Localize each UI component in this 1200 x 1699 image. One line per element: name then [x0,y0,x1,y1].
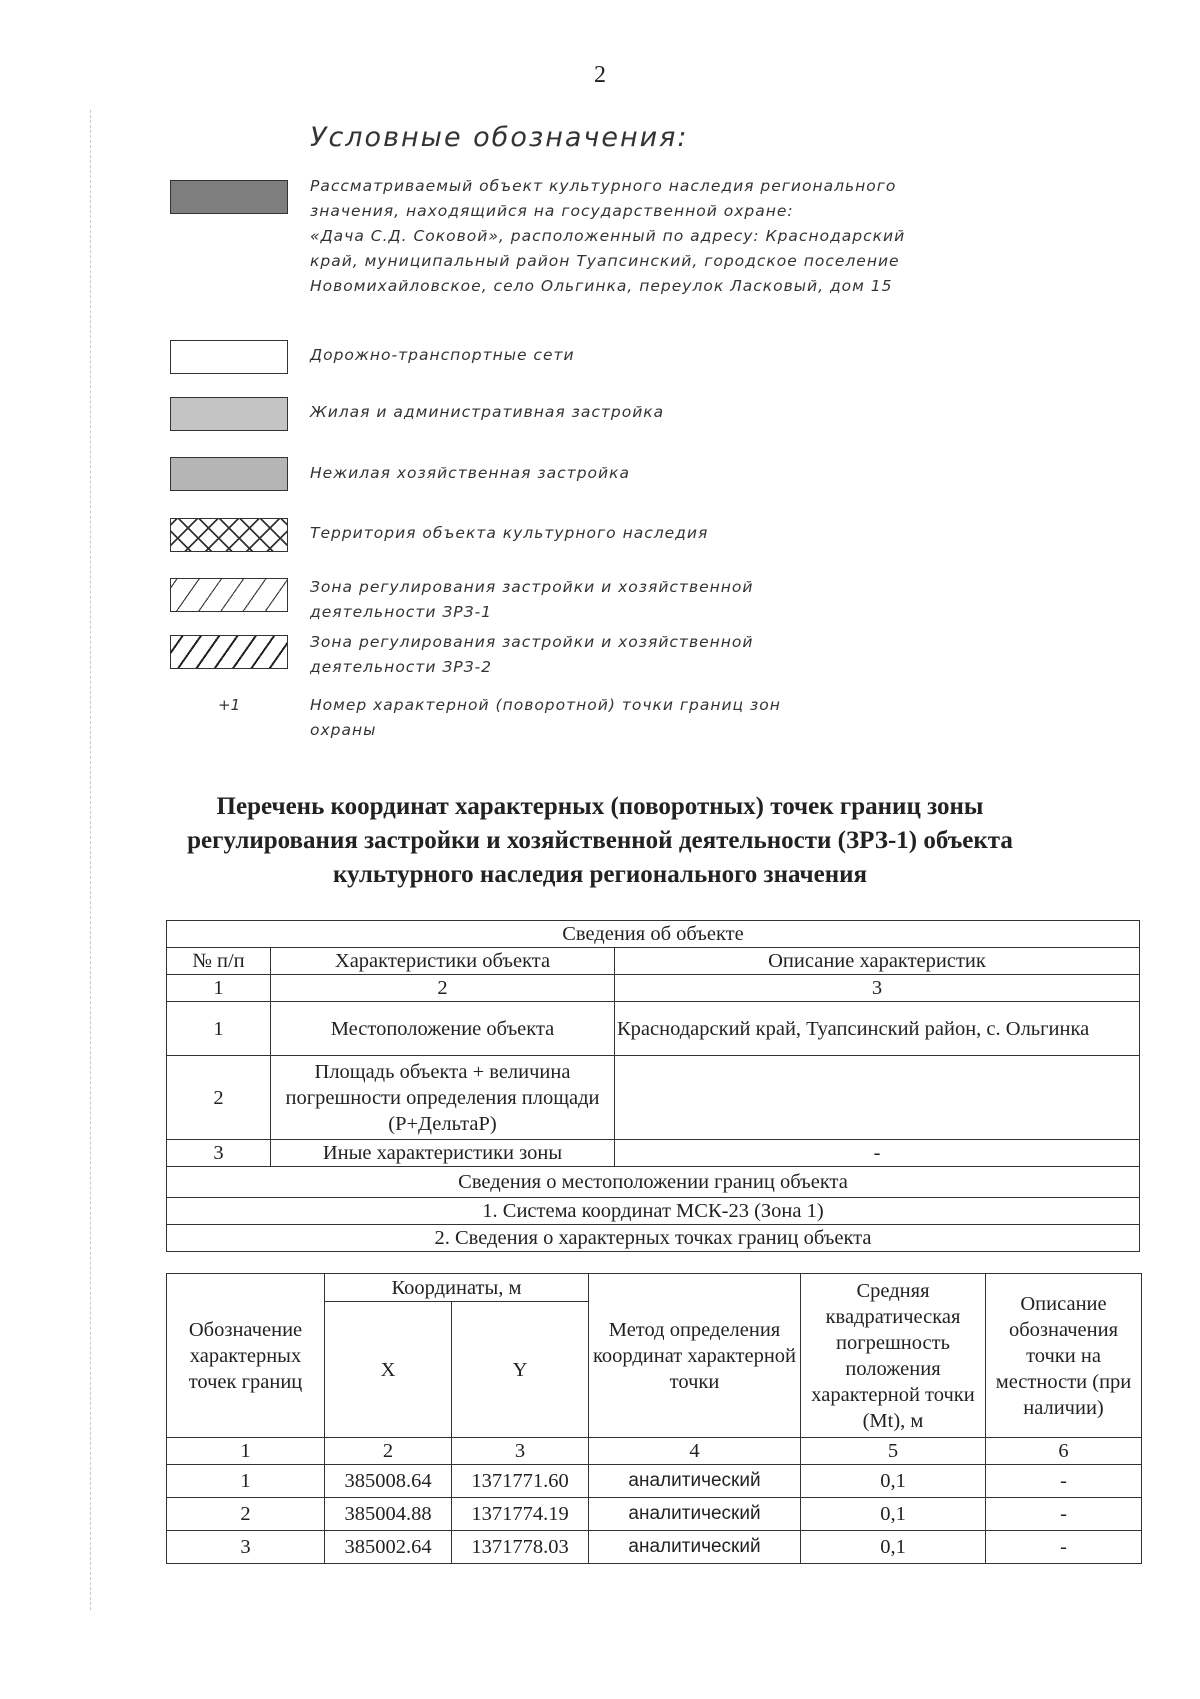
legend-text: Нежилая хозяйственная застройка [310,464,630,482]
point-mt: 0,1 [801,1531,986,1564]
location-header: Сведения о местоположении границ объекта [167,1167,1140,1198]
col-y: Y [452,1302,589,1438]
legend-text: Зона регулирования застройки и хозяйственной деятельности ЗРЗ-1 [310,578,754,621]
point-desc: - [986,1498,1142,1531]
point-number-symbol: +1 [218,696,241,714]
legend-title: Условные обозначения: [310,122,689,153]
point-y: 1371774.19 [452,1498,589,1531]
heritage-object-swatch [170,180,288,214]
col-x: X [325,1302,452,1438]
row-name: Иные характеристики зоны [271,1140,615,1167]
point-number: 2 [167,1498,325,1531]
point-number: 3 [167,1531,325,1564]
row-desc [615,1056,1140,1140]
point-mt: 0,1 [801,1465,986,1498]
heritage-territory-swatch [170,518,288,552]
row-number: 1 [167,1002,271,1056]
margin-line [90,110,91,1610]
column-number: 1 [167,1438,325,1465]
column-number: 3 [615,975,1140,1002]
column-header: № п/п [167,948,271,975]
row-name: Площадь объекта + величина погрешности определения площади (P+ДельтаP) [271,1056,615,1140]
table-header: Сведения об объекте [167,921,1140,948]
legend-text: Территория объекта культурного наследия [310,524,709,542]
point-desc: - [986,1531,1142,1564]
col-designation: Обозначение характерных точек границ [167,1274,325,1438]
column-header: Описание характеристик [615,948,1140,975]
zrz2-swatch [170,635,288,669]
legend-text: Дорожно-транспортные сети [310,346,575,364]
column-number: 5 [801,1438,986,1465]
legend-text: Зона регулирования застройки и хозяйственной деятельности ЗРЗ-2 [310,633,754,676]
point-method: аналитический [589,1465,801,1498]
point-method: аналитический [589,1498,801,1531]
column-header: Характеристики объекта [271,948,615,975]
col-coords: Координаты, м [325,1274,589,1302]
zrz1-swatch [170,578,288,612]
point-y: 1371778.03 [452,1531,589,1564]
residential-swatch [170,397,288,431]
row-number: 2 [167,1056,271,1140]
point-method: аналитический [589,1531,801,1564]
point-x: 385004.88 [325,1498,452,1531]
col-desc: Описание обозначения точки на местности (при наличии) [986,1274,1142,1438]
column-number: 4 [589,1438,801,1465]
point-x: 385002.64 [325,1531,452,1564]
table-row [167,1531,1142,1564]
column-number: 3 [452,1438,589,1465]
table-row [167,1498,1142,1531]
row-desc: Краснодарский край, Туапсинский район, с. Ольгинка [615,1002,1140,1056]
column-number: 6 [986,1438,1142,1465]
point-desc: - [986,1465,1142,1498]
row-desc: - [615,1140,1140,1167]
point-y: 1371771.60 [452,1465,589,1498]
point-number: 1 [167,1465,325,1498]
col-method: Метод определения координат характерной точки [589,1274,801,1438]
table-row [167,1465,1142,1498]
object-info-table [166,920,1140,1252]
legend-text: Рассматриваемый объект культурного наследия регионального значения, находящийся на государственной охране: «Дача С.Д. Соковой», расположенный по адресу: Краснодарский край, муниципальный район Туапсинский, городское поселение Новомихайловское, село Ольгинка, переулок Ласковый, дом 15 [310,177,906,295]
points-table [166,1273,1142,1564]
col-error: Средняя квадратическая погрешность положения характерной точки (Mt), м [801,1274,986,1438]
page-number: 2 [594,62,606,88]
column-number: 1 [167,975,271,1002]
column-number: 2 [325,1438,452,1465]
table-row [167,1140,1140,1167]
table-row [167,1002,1140,1056]
roads-swatch [170,340,288,374]
row-number: 3 [167,1140,271,1167]
table-row [167,1056,1140,1140]
point-x: 385008.64 [325,1465,452,1498]
coord-system: 1. Система координат МСК-23 (Зона 1) [167,1198,1140,1225]
column-number: 2 [271,975,615,1002]
point-mt: 0,1 [801,1498,986,1531]
section-title: Перечень координат характерных (поворотных) точек границ зоны регулирования застройки и хозяйственной деятельности (ЗРЗ-1) объекта культурного наследия регионального значения [187,793,1013,888]
legend-text: Номер характерной (поворотной) точки границ зон охраны [310,696,781,739]
legend-text: Жилая и административная застройка [310,403,665,421]
row-name: Местоположение объекта [271,1002,615,1056]
nonresidential-swatch [170,457,288,491]
points-header: 2. Сведения о характерных точках границ объекта [167,1225,1140,1252]
